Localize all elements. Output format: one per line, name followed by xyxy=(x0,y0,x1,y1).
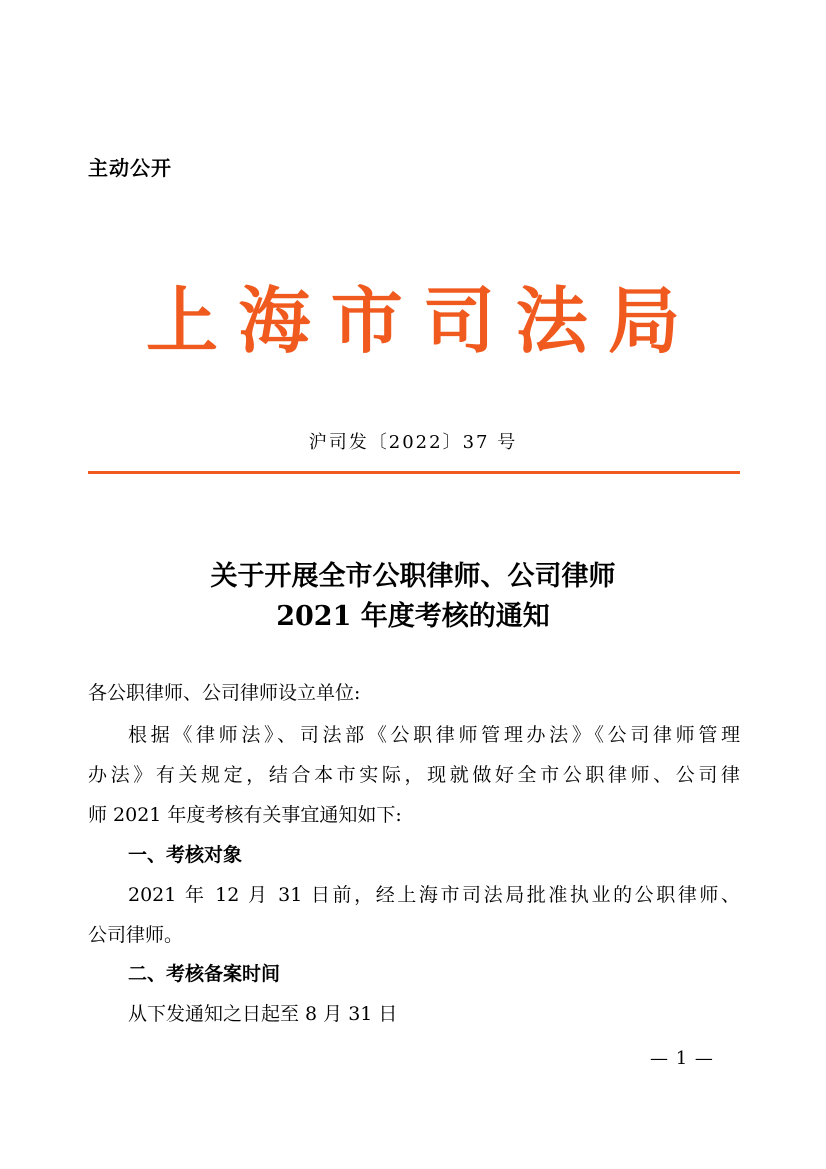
agency-title-char: 上 xyxy=(146,278,219,363)
issuing-agency-title xyxy=(88,276,738,366)
section2-heading: 二、考核备案时间 xyxy=(128,963,281,985)
agency-title-char: 市 xyxy=(330,278,403,363)
red-divider-line xyxy=(88,471,740,474)
section1-line2: 公司律师。 xyxy=(88,924,184,946)
notice-title xyxy=(88,557,738,637)
document-number: 沪司发〔2022〕37 号 xyxy=(308,432,518,453)
section1-heading: 一、考核对象 xyxy=(128,844,243,866)
notice-title-line2: 2021 年度考核的通知 xyxy=(276,601,550,632)
agency-title-char: 司 xyxy=(423,278,496,363)
salutation: 各公职律师、公司律师设立单位: xyxy=(88,682,361,704)
agency-title-char: 法 xyxy=(515,278,588,363)
section2-line1: 从下发通知之日起至 8 月 31 日 xyxy=(128,1003,398,1025)
agency-title-char: 海 xyxy=(238,278,311,363)
agency-title-char: 局 xyxy=(607,278,680,363)
disclosure-label: 主动公开 xyxy=(88,156,172,180)
intro-paragraph-line1: 根据《律师法》、司法部《公职律师管理办法》《公司律师管理 xyxy=(128,724,740,746)
intro-paragraph-line3: 师 2021 年度考核有关事宜通知如下: xyxy=(88,804,402,826)
page-number: — 1 — xyxy=(650,1048,714,1069)
section1-line1: 2021 年 12 月 31 日前，经上海市司法局批准执业的公职律师、 xyxy=(128,884,740,906)
intro-paragraph-line2: 办法》有关规定，结合本市实际，现就做好全市公职律师、公司律 xyxy=(88,764,740,786)
notice-title-line1: 关于开展全市公职律师、公司律师 xyxy=(210,561,616,592)
